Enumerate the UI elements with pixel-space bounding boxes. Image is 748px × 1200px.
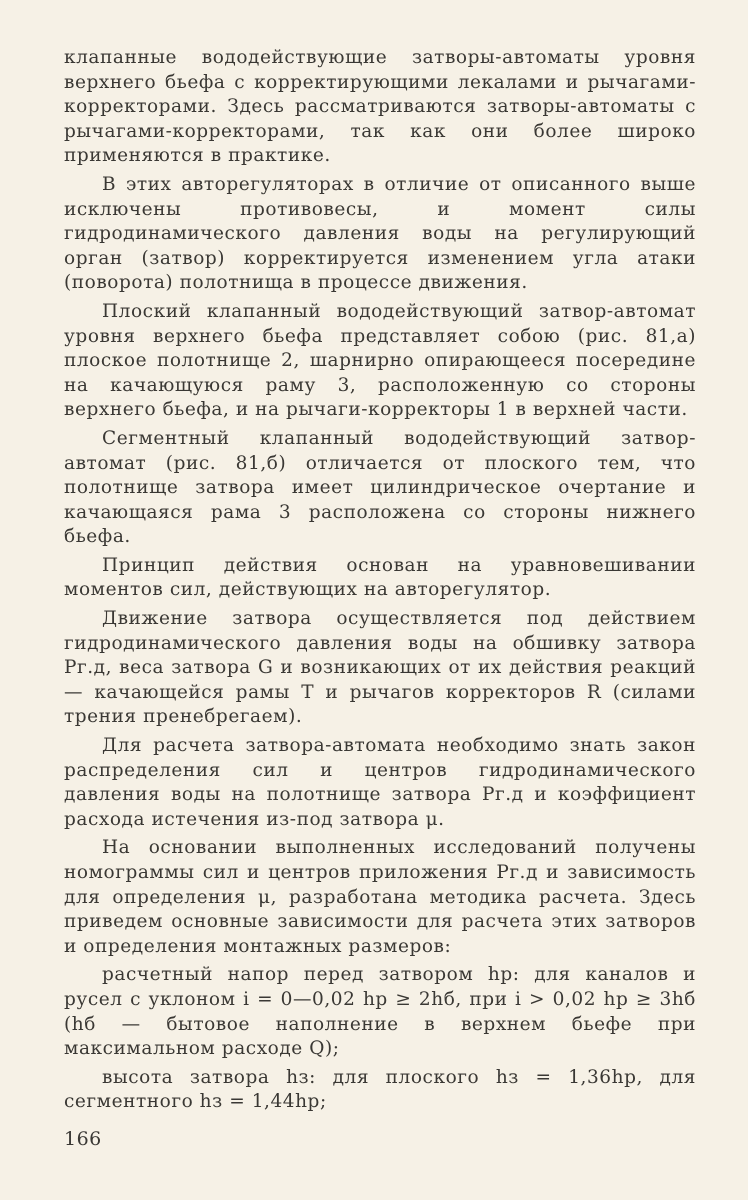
- paragraph-8: На основании выполненных исследований получены номограммы сил и центров приложения Pг.д и зависимость для определения μ, разработана методика расчета. Здесь приведем основные зависимости для расчета этих затворов и определения монтажных размеров:: [64, 837, 696, 957]
- paragraph-6: Движение затвора осуществляется под действием гидродинамического давления воды на обшивку затвора Pг.д, веса затвора G и возникающих от их действия реакций — качающейся рамы T и рычагов корректоров R (силами трения пренебрегаем).: [64, 608, 696, 728]
- paragraph-7: Для расчета затвора-автомата необходимо знать закон распределения сил и центров гидродинамического давления воды на полотнище затвора Pг.д и коэффициент расхода истечения из-под затвора μ.: [64, 735, 696, 830]
- body-text: [64, 46, 696, 1119]
- paragraph-9: расчетный напор перед затвором hр: для каналов и русел с уклоном i = 0—0,02 hр ≥ 2hб, при i > 0,02 hр ≥ 3hб (hб — бытовое наполнение в верхнем бьефе при максимальном расходе Q);: [64, 964, 696, 1060]
- paragraph-2: В этих авторегуляторах в отличие от описанного выше исключены противовесы, и момент силы гидродинамического давления воды на регулирующий орган (затвор) корректируется изменением угла атаки (поворота) полотнища в процессе движения.: [64, 173, 696, 294]
- paragraph-5: Принцип действия основан на уравновешивании моментов сил, действующих на авторегулятор.: [64, 554, 696, 601]
- paragraph-10: высота затвора hз: для плоского hз = 1,36hр, для сегментного hз = 1,44hр;: [64, 1066, 696, 1113]
- paragraph-4: Сегментный клапанный вододействующий затвор-автомат (рис. 81,б) отличается от плоского тем, что полотнище затвора имеет цилиндрическое очертание и качающаяся рама 3 расположена со стороны нижнего бьефа.: [64, 427, 696, 548]
- page-number: 166: [64, 1128, 102, 1150]
- paragraph-3: Плоский клапанный вододействующий затвор-автомат уровня верхнего бьефа представляет собою (рис. 81,а) плоское полотнище 2, шарнирно опирающееся посередине на качающуюся раму 3, расположенную со стороны верхнего бьефа, и на рычаги-корректоры 1 в верхней части.: [64, 300, 696, 421]
- paragraph-1: клапанные вододействующие затворы-автоматы уровня верхнего бьефа с корректирующими лекалами и рычагами-корректорами. Здесь рассматриваются затворы-автоматы с рычагами-корректорами, так как они более широко применяются в практике.: [64, 47, 696, 167]
